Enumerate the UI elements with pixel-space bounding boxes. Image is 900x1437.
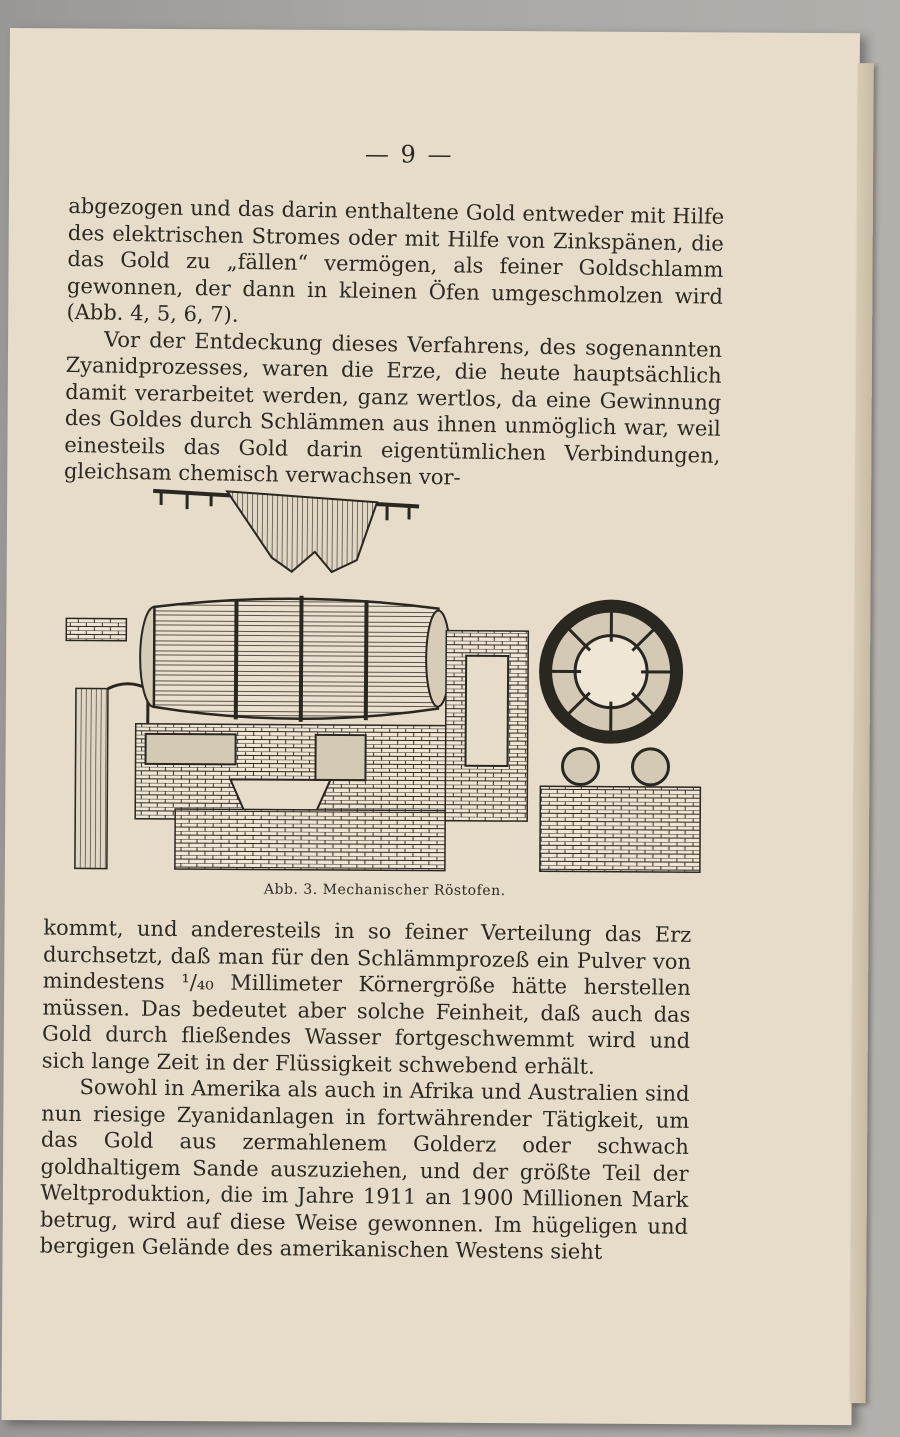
hopper — [153, 491, 419, 573]
roasting-furnace-illustration — [45, 478, 737, 877]
paragraph-4: Sowohl in Amerika als auch in Afrika und Australien sind nun riesige Zyanidanlagen in fortwährender Tätigkeit, um das Gold aus zermahlenem Golderz oder schwach goldhaltigem Sande auszuziehen, und der größte Teil der Weltproduktion, die im Jahre 1911 an 1900 Millionen Mark betrug, wird auf diese Weise gewonnen. Im hügeligen und bergigen Gelände des amerikanischen Westens sieht — [39, 1074, 690, 1264]
rotary-drum — [140, 595, 451, 723]
paragraph-3: kommt, und anderesteils in so feiner Verteilung das Erz durchsetzt, daß man für den Schlämmprozeß ein Pulver von mindestens ¹/₄₀ Millimeter Körnergröße hätte herstellen müssen. Das bedeutet aber solche Feinheit, daß auch das Gold durch fließendes Wasser fortgeschwemmt wird und sich lange Zeit in der Flüssigkeit schwebend erhält. — [41, 915, 692, 1079]
text-block-bottom — [40, 915, 692, 1267]
left-arch — [66, 618, 126, 640]
end-view-wheel — [538, 599, 702, 872]
text-block-top — [64, 193, 725, 495]
page-number: — 9 — — [364, 140, 454, 169]
book-page — [1, 28, 859, 1425]
left-post — [75, 688, 108, 868]
paragraph-1: abgezogen und das darin enthaltene Gold entweder mit Hilfe des elektrischen Stromes oder mit Hilfe von Zinkspänen, die das Gold zu „fällen“ vermögen, als feiner Goldschlamm gewonnen, der dann in kleinen Öfen umgeschmolzen wird (Abb. 4, 5, 6, 7). — [66, 193, 725, 327]
figure-caption: Abb. 3. Mechanischer Röstofen. — [263, 881, 506, 900]
paragraph-2: Vor der Entdeckung dieses Verfahrens, des sogenannten Zyanidprozesses, waren die Erze, die heute hauptsächlich damit verarbeitet werden, ganz wertlos, da eine Gewinnung des Goldes durch Schlämmen aus ihnen unmöglich war, weil einesteils das Gold darin eigentümlichen Verbindungen, gleichsam chemisch verwachsen vor- — [63, 327, 723, 490]
